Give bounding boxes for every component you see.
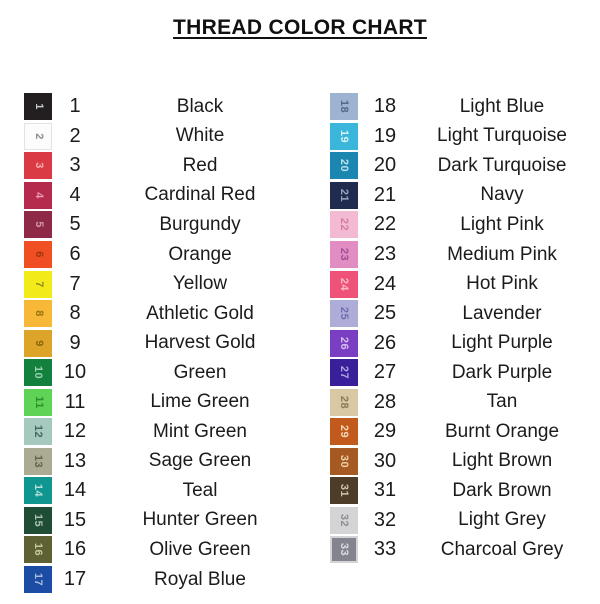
thread-color-row xyxy=(24,447,302,477)
thread-name: Dark Turquoise xyxy=(437,154,567,176)
thread-name: Sage Green xyxy=(148,450,252,472)
thread-number: 1 xyxy=(69,95,81,118)
thread-number: 6 xyxy=(69,243,81,265)
swatch-number-label: 1 xyxy=(32,103,45,111)
color-swatch xyxy=(330,93,358,120)
color-swatch xyxy=(330,418,358,445)
color-swatch xyxy=(330,448,358,475)
thread-name: Olive Green xyxy=(149,538,251,560)
thread-color-row xyxy=(24,122,302,152)
color-swatch xyxy=(24,389,52,416)
color-swatch xyxy=(24,300,52,327)
thread-color-row xyxy=(330,151,592,181)
thread-color-row xyxy=(330,210,592,240)
thread-name: Yellow xyxy=(172,273,228,295)
color-swatch xyxy=(24,418,52,445)
thread-color-row xyxy=(330,122,592,152)
swatch-number-label: 11 xyxy=(32,395,45,409)
swatch-number-label: 29 xyxy=(338,425,351,439)
thread-name: Harvest Gold xyxy=(144,332,256,354)
thread-number: 18 xyxy=(373,95,397,118)
color-swatch xyxy=(24,152,52,179)
swatch-number-label: 32 xyxy=(338,513,351,528)
thread-name: Orange xyxy=(168,243,232,265)
thread-name: Mint Green xyxy=(153,420,247,442)
thread-name: Lavender xyxy=(462,302,542,324)
thread-name: Athletic Gold xyxy=(146,302,254,324)
color-swatch xyxy=(330,182,358,209)
swatch-number-label: 8 xyxy=(32,310,45,317)
thread-number: 17 xyxy=(63,568,87,591)
thread-name: Cardinal Red xyxy=(144,184,256,206)
thread-color-row xyxy=(24,328,302,358)
thread-color-row xyxy=(24,92,302,122)
thread-name: Navy xyxy=(480,184,524,206)
thread-number: 5 xyxy=(69,213,81,236)
thread-number: 19 xyxy=(373,124,397,147)
swatch-number-label: 23 xyxy=(338,247,351,262)
thread-color-row xyxy=(330,387,592,417)
swatch-number-label: 26 xyxy=(338,336,351,350)
thread-name: Hunter Green xyxy=(142,509,258,531)
thread-color-row xyxy=(24,299,302,329)
swatch-number-label: 17 xyxy=(32,572,45,587)
thread-number: 27 xyxy=(373,361,397,384)
thread-color-row xyxy=(24,387,302,417)
color-swatch xyxy=(330,211,358,238)
color-swatch xyxy=(330,241,358,268)
thread-name: Dark Purple xyxy=(451,361,553,383)
color-swatch xyxy=(24,241,52,268)
thread-color-row xyxy=(330,92,592,122)
thread-color-row xyxy=(24,240,302,270)
thread-name: Light Grey xyxy=(458,509,546,531)
color-swatch xyxy=(24,330,52,357)
swatch-number-label: 5 xyxy=(32,221,45,229)
thread-color-row xyxy=(330,535,592,565)
color-swatch xyxy=(24,359,52,386)
thread-number: 14 xyxy=(63,479,87,502)
thread-color-row xyxy=(330,181,592,211)
swatch-number-label: 33 xyxy=(338,543,351,557)
thread-number: 28 xyxy=(373,390,397,413)
color-swatch xyxy=(330,507,358,534)
thread-color-row xyxy=(330,358,592,388)
thread-number: 33 xyxy=(373,538,397,561)
swatch-number-label: 16 xyxy=(32,543,45,557)
thread-name: Dark Brown xyxy=(452,479,552,501)
thread-number: 15 xyxy=(63,508,87,531)
swatch-number-label: 10 xyxy=(32,366,45,380)
thread-name: Hot Pink xyxy=(466,273,538,295)
thread-number: 4 xyxy=(69,183,81,206)
thread-color-row xyxy=(24,417,302,447)
color-column-right xyxy=(330,92,592,565)
color-swatch xyxy=(330,123,358,150)
thread-name: Burnt Orange xyxy=(444,420,560,442)
thread-name: Medium Pink xyxy=(447,243,557,265)
color-swatch xyxy=(330,300,358,327)
color-swatch xyxy=(330,271,358,298)
thread-number: 31 xyxy=(373,479,397,502)
color-swatch xyxy=(330,536,358,563)
thread-color-row xyxy=(24,358,302,388)
color-swatch xyxy=(24,123,52,150)
color-swatch xyxy=(24,93,52,120)
thread-number: 13 xyxy=(63,449,87,472)
color-swatch xyxy=(24,477,52,504)
thread-number: 21 xyxy=(373,183,397,206)
thread-number: 22 xyxy=(373,213,397,236)
thread-number: 3 xyxy=(69,154,81,177)
swatch-number-label: 7 xyxy=(32,280,45,288)
color-swatch xyxy=(24,507,52,534)
thread-color-row xyxy=(330,506,592,536)
thread-name: Red xyxy=(182,154,218,176)
swatch-number-label: 9 xyxy=(32,339,45,347)
color-column-left xyxy=(24,92,302,594)
thread-color-chart-page xyxy=(0,16,600,591)
swatch-number-label: 14 xyxy=(32,484,45,498)
color-swatch xyxy=(24,271,52,298)
thread-number: 2 xyxy=(69,124,81,147)
thread-number: 23 xyxy=(373,243,397,265)
thread-name: Charcoal Grey xyxy=(440,538,564,560)
thread-number: 29 xyxy=(373,420,397,443)
color-swatch xyxy=(330,389,358,416)
color-swatch xyxy=(24,448,52,475)
thread-color-row xyxy=(24,535,302,565)
thread-name: Black xyxy=(176,95,224,117)
swatch-number-label: 19 xyxy=(338,129,351,143)
thread-name: Royal Blue xyxy=(154,568,246,590)
thread-color-row xyxy=(330,447,592,477)
thread-color-row xyxy=(24,181,302,211)
thread-color-row xyxy=(330,240,592,270)
swatch-number-label: 4 xyxy=(32,192,45,199)
swatch-number-label: 3 xyxy=(32,162,45,170)
thread-name: Lime Green xyxy=(150,391,250,413)
thread-number: 7 xyxy=(69,272,81,295)
thread-color-row xyxy=(330,328,592,358)
thread-name: Light Brown xyxy=(451,450,553,472)
swatch-number-label: 12 xyxy=(32,425,45,439)
swatch-number-label: 15 xyxy=(32,513,45,528)
swatch-number-label: 20 xyxy=(338,159,351,173)
thread-name: Light Blue xyxy=(459,95,545,117)
thread-name: Teal xyxy=(182,479,218,501)
swatch-number-label: 27 xyxy=(338,366,351,380)
thread-color-row xyxy=(24,565,302,595)
thread-number: 12 xyxy=(63,420,87,443)
thread-color-row xyxy=(24,506,302,536)
color-swatch xyxy=(24,566,52,593)
thread-number: 8 xyxy=(69,302,81,325)
color-swatch xyxy=(24,536,52,563)
thread-name: Light Pink xyxy=(460,213,544,235)
thread-number: 26 xyxy=(373,331,397,354)
thread-number: 9 xyxy=(69,331,81,354)
thread-number: 16 xyxy=(63,538,87,561)
thread-number: 20 xyxy=(373,154,397,177)
color-swatch xyxy=(330,330,358,357)
swatch-number-label: 2 xyxy=(32,133,45,140)
thread-number: 30 xyxy=(373,449,397,472)
thread-color-row xyxy=(330,269,592,299)
thread-color-row xyxy=(24,210,302,240)
thread-name: Burgundy xyxy=(159,213,241,235)
swatch-number-label: 13 xyxy=(32,454,45,468)
swatch-number-label: 22 xyxy=(338,218,351,232)
swatch-number-label: 30 xyxy=(338,454,351,468)
thread-name: Light Purple xyxy=(451,332,553,354)
thread-number: 10 xyxy=(63,361,87,384)
page-title: THREAD COLOR CHART xyxy=(173,16,427,39)
thread-number: 25 xyxy=(373,302,397,325)
swatch-number-label: 31 xyxy=(338,484,351,498)
thread-name: Light Turquoise xyxy=(437,125,567,147)
thread-name: Green xyxy=(173,361,227,383)
swatch-number-label: 25 xyxy=(338,306,351,321)
thread-color-row xyxy=(24,476,302,506)
thread-color-row xyxy=(330,476,592,506)
swatch-number-label: 28 xyxy=(338,395,351,409)
color-swatch xyxy=(24,211,52,238)
color-swatch xyxy=(24,182,52,209)
thread-number: 24 xyxy=(373,272,397,295)
thread-name: Tan xyxy=(486,391,518,413)
swatch-number-label: 6 xyxy=(32,251,45,258)
swatch-number-label: 24 xyxy=(338,277,351,291)
color-swatch xyxy=(330,152,358,179)
thread-name: White xyxy=(175,125,225,147)
color-swatch xyxy=(330,477,358,504)
color-swatch xyxy=(330,359,358,386)
thread-color-row xyxy=(330,299,592,329)
thread-number: 32 xyxy=(373,508,397,531)
thread-color-row xyxy=(330,417,592,447)
thread-color-row xyxy=(24,269,302,299)
swatch-number-label: 18 xyxy=(338,100,351,114)
thread-color-row xyxy=(24,151,302,181)
swatch-number-label: 21 xyxy=(338,188,351,203)
thread-number: 11 xyxy=(64,390,86,413)
